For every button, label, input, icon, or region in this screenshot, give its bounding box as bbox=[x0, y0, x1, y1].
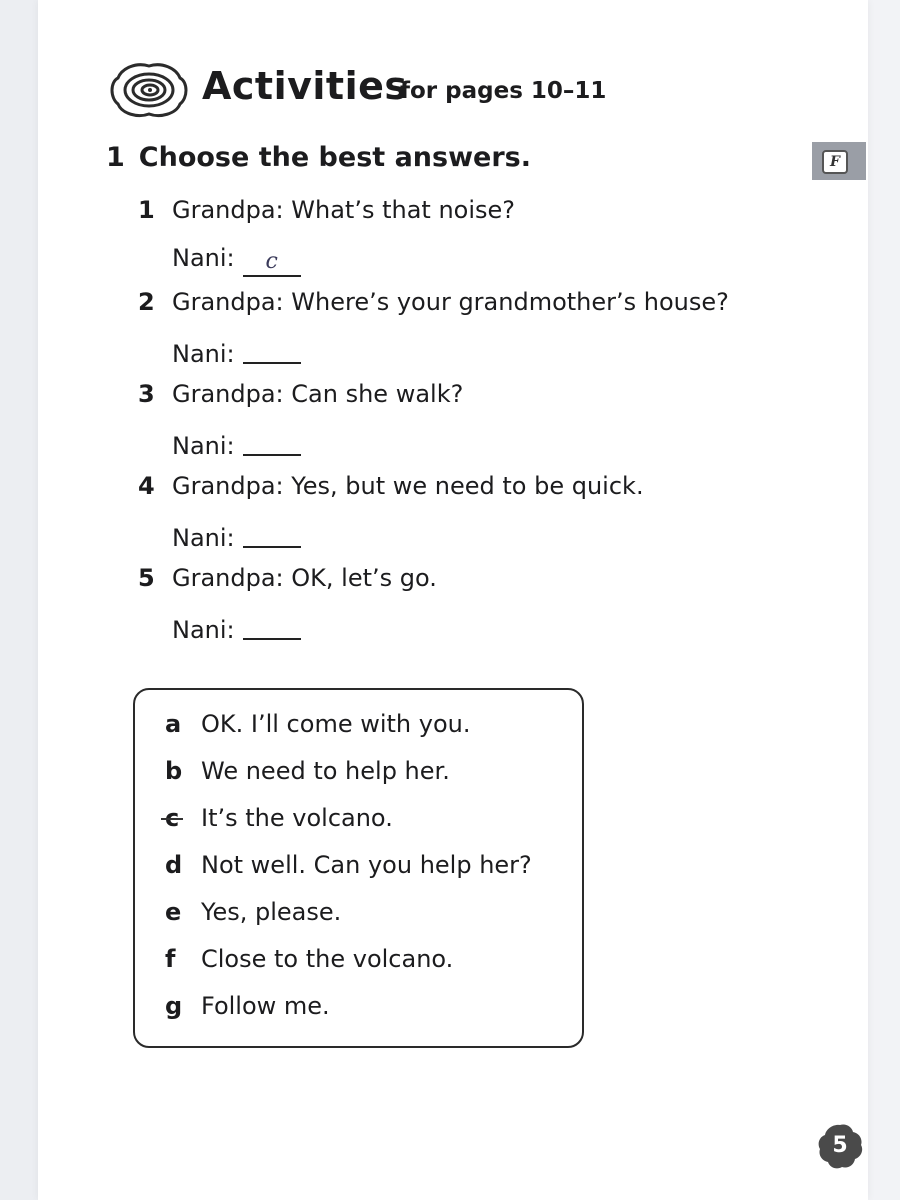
question-text: Grandpa: OK, let’s go. bbox=[172, 564, 437, 592]
option-text: Close to the volcano. bbox=[201, 945, 454, 973]
option-b bbox=[165, 757, 450, 785]
answer-blank[interactable] bbox=[243, 338, 301, 364]
page-left-margin bbox=[0, 0, 38, 1200]
option-f bbox=[165, 945, 453, 973]
option-letter: d bbox=[165, 851, 183, 879]
option-letter: g bbox=[165, 992, 183, 1020]
header-subtitle: for pages 10–11 bbox=[400, 78, 607, 104]
side-tab bbox=[812, 142, 866, 180]
question-number: 2 bbox=[138, 288, 155, 316]
option-e bbox=[165, 898, 341, 926]
question-text: Grandpa: Where’s your grandmother’s house? bbox=[172, 288, 729, 316]
header-title: Activities bbox=[202, 64, 408, 108]
option-letter: b bbox=[165, 757, 183, 785]
question-line bbox=[138, 472, 644, 500]
question-text: Grandpa: Yes, but we need to be quick. bbox=[172, 472, 644, 500]
answer-options-box bbox=[133, 688, 584, 1048]
option-text: Follow me. bbox=[201, 992, 330, 1020]
option-text: Yes, please. bbox=[201, 898, 342, 926]
option-text: We need to help her. bbox=[201, 757, 450, 785]
answer-line bbox=[172, 336, 301, 368]
answer-line bbox=[172, 244, 301, 275]
option-text: OK. I’ll come with you. bbox=[201, 710, 471, 738]
option-letter: a bbox=[165, 710, 182, 738]
question-text: Grandpa: Can she walk? bbox=[172, 380, 464, 408]
exercise-title bbox=[106, 142, 531, 173]
reply-label: Nani: bbox=[172, 340, 235, 368]
option-text: It’s the volcano. bbox=[201, 804, 393, 832]
answer-blank[interactable] bbox=[243, 522, 301, 548]
question-number: 3 bbox=[138, 380, 155, 408]
answer-blank[interactable] bbox=[243, 614, 301, 640]
exercise-number: 1 bbox=[106, 142, 125, 173]
option-text: Not well. Can you help her? bbox=[201, 851, 532, 879]
reply-label: Nani: bbox=[172, 524, 235, 552]
answer-line bbox=[172, 428, 301, 460]
spiral-flower-icon bbox=[110, 62, 188, 122]
question-number: 1 bbox=[138, 196, 155, 224]
exercise-instruction: Choose the best answers. bbox=[138, 142, 531, 173]
option-letter: f bbox=[165, 945, 176, 973]
question-line bbox=[138, 196, 515, 224]
question-number: 5 bbox=[138, 564, 155, 592]
option-letter: e bbox=[165, 898, 182, 926]
answer-line bbox=[172, 612, 301, 644]
page-number: 5 bbox=[832, 1133, 848, 1158]
option-a bbox=[165, 710, 470, 738]
option-c bbox=[165, 804, 393, 832]
answer-blank[interactable]: c bbox=[243, 251, 301, 277]
reply-label: Nani: bbox=[172, 244, 235, 272]
f-badge-icon: F bbox=[822, 150, 848, 174]
option-g bbox=[165, 992, 330, 1020]
option-d bbox=[165, 851, 532, 879]
question-line bbox=[138, 288, 729, 316]
option-letter-crossed-out: c bbox=[165, 804, 201, 832]
question-line bbox=[138, 564, 437, 592]
reply-label: Nani: bbox=[172, 616, 235, 644]
reply-label: Nani: bbox=[172, 432, 235, 460]
question-text: Grandpa: What’s that noise? bbox=[172, 196, 516, 224]
page-number-badge bbox=[816, 1122, 864, 1170]
answer-blank[interactable] bbox=[243, 430, 301, 456]
answer-line bbox=[172, 520, 301, 552]
question-number: 4 bbox=[138, 472, 155, 500]
question-line bbox=[138, 380, 463, 408]
